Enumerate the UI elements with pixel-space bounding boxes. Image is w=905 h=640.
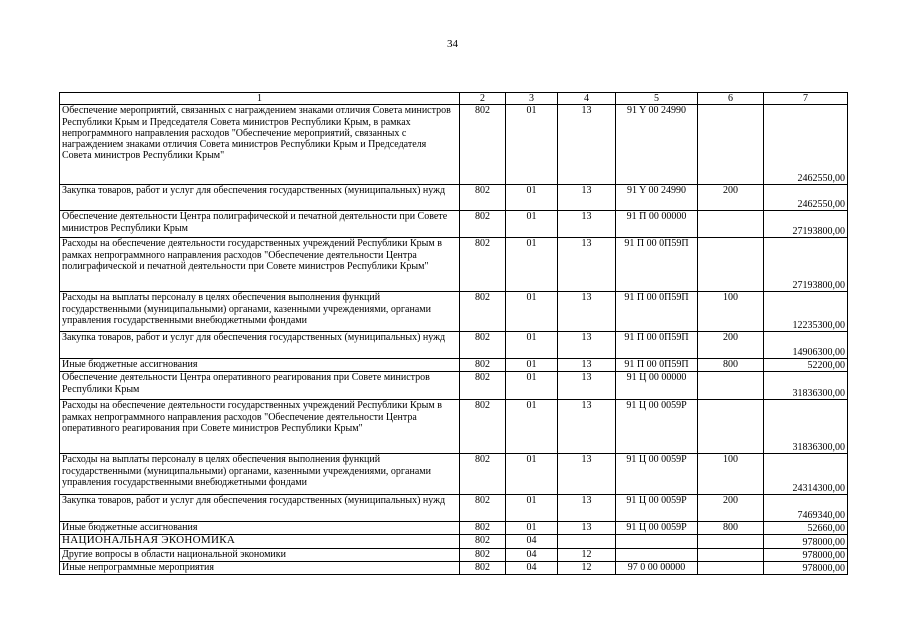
expense-type-cell: 100 xyxy=(698,454,764,495)
section-cell: 01 xyxy=(506,105,558,185)
admin-code-cell: 802 xyxy=(460,400,506,454)
expense-type-cell: 200 xyxy=(698,185,764,211)
admin-code-cell: 802 xyxy=(460,562,506,575)
row-description: Обеспечение деятельности Центра полиграфической и печатной деятельности при Совете министров Республики Крым xyxy=(60,211,460,238)
amount-cell: 52660,00 xyxy=(764,522,848,535)
table-row xyxy=(60,372,848,400)
admin-code-cell: 802 xyxy=(460,495,506,522)
expense-type-cell xyxy=(698,105,764,185)
admin-code-cell: 802 xyxy=(460,105,506,185)
row-description: Обеспечение мероприятий, связанных с награждением знаками отличия Совета министров Республики Крым и Председателя Совета министров Республики Крым, в рамках непрограммного направления расходов "Обеспечение мероприятий, связанных с награждением знаками отличия Совета министров Республики Крым и Председателя Совета министров Республики Крым" xyxy=(60,105,460,185)
admin-code-cell: 802 xyxy=(460,454,506,495)
expense-type-cell: 100 xyxy=(698,292,764,332)
section-cell: 01 xyxy=(506,454,558,495)
subsection-cell: 13 xyxy=(558,522,616,535)
amount-cell: 14906300,00 xyxy=(764,332,848,359)
subsection-cell: 12 xyxy=(558,562,616,575)
admin-code-cell: 802 xyxy=(460,522,506,535)
admin-code-cell: 802 xyxy=(460,372,506,400)
expense-type-cell xyxy=(698,400,764,454)
row-description: Обеспечение деятельности Центра оперативного реагирования при Совете министров Республики Крым xyxy=(60,372,460,400)
table-row xyxy=(60,332,848,359)
column-header: 7 xyxy=(764,93,848,105)
column-header: 6 xyxy=(698,93,764,105)
amount-cell: 27193800,00 xyxy=(764,238,848,292)
column-header: 4 xyxy=(558,93,616,105)
expense-type-cell: 200 xyxy=(698,495,764,522)
row-description: Иные непрограммные мероприятия xyxy=(60,562,460,575)
table-row xyxy=(60,238,848,292)
admin-code-cell: 802 xyxy=(460,292,506,332)
target-article-cell xyxy=(616,549,698,562)
amount-cell: 12235300,00 xyxy=(764,292,848,332)
amount-cell: 978000,00 xyxy=(764,562,848,575)
target-article-cell: 97 0 00 00000 xyxy=(616,562,698,575)
row-description: Расходы на обеспечение деятельности государственных учреждений Республики Крым в рамках непрограммного направления расходов "Обеспечение деятельности Центра оперативного реагирования при Совете министров Республики Крым" xyxy=(60,400,460,454)
admin-code-cell: 802 xyxy=(460,185,506,211)
row-description: Расходы на обеспечение деятельности государственных учреждений Республики Крым в рамках непрограммного направления расходов "Обеспечение деятельности Центра полиграфической и печатной деятельности при Совете министров Республики Крым" xyxy=(60,238,460,292)
target-article-cell: 91 П 00 0П59П xyxy=(616,359,698,372)
section-cell: 01 xyxy=(506,400,558,454)
subsection-cell: 13 xyxy=(558,400,616,454)
expense-type-cell xyxy=(698,535,764,549)
table-row xyxy=(60,454,848,495)
budget-table xyxy=(59,92,848,575)
row-description: Иные бюджетные ассигнования xyxy=(60,522,460,535)
expense-type-cell xyxy=(698,562,764,575)
section-cell: 01 xyxy=(506,359,558,372)
section-cell: 01 xyxy=(506,495,558,522)
section-cell: 01 xyxy=(506,238,558,292)
subsection-cell xyxy=(558,535,616,549)
target-article-cell: 91 Ц 00 0059Р xyxy=(616,495,698,522)
target-article-cell: 91 Ц 00 0059Р xyxy=(616,454,698,495)
target-article-cell: 91 П 00 0П59П xyxy=(616,238,698,292)
row-description: Иные бюджетные ассигнования xyxy=(60,359,460,372)
subsection-cell: 13 xyxy=(558,495,616,522)
target-article-cell: 91 Ц 00 0059Р xyxy=(616,400,698,454)
table-row xyxy=(60,535,848,549)
table-row xyxy=(60,292,848,332)
expense-type-cell: 800 xyxy=(698,522,764,535)
table-header-row xyxy=(60,93,848,105)
row-description: Другие вопросы в области национальной экономики xyxy=(60,549,460,562)
target-article-cell xyxy=(616,535,698,549)
page-number: 34 xyxy=(447,38,458,50)
amount-cell: 31836300,00 xyxy=(764,400,848,454)
section-cell: 01 xyxy=(506,292,558,332)
table-row xyxy=(60,549,848,562)
table-row xyxy=(60,211,848,238)
expense-type-cell: 800 xyxy=(698,359,764,372)
section-cell: 01 xyxy=(506,332,558,359)
subsection-cell: 13 xyxy=(558,332,616,359)
section-cell: 04 xyxy=(506,549,558,562)
subsection-cell: 13 xyxy=(558,105,616,185)
expense-type-cell xyxy=(698,238,764,292)
table-row xyxy=(60,522,848,535)
admin-code-cell: 802 xyxy=(460,535,506,549)
column-header: 3 xyxy=(506,93,558,105)
target-article-cell: 91 Y 00 24990 xyxy=(616,105,698,185)
subsection-cell: 13 xyxy=(558,238,616,292)
target-article-cell: 91 Ц 00 00000 xyxy=(616,372,698,400)
section-cell: 04 xyxy=(506,535,558,549)
amount-cell: 27193800,00 xyxy=(764,211,848,238)
table-row xyxy=(60,400,848,454)
column-header: 2 xyxy=(460,93,506,105)
amount-cell: 978000,00 xyxy=(764,535,848,549)
admin-code-cell: 802 xyxy=(460,332,506,359)
expense-type-cell xyxy=(698,372,764,400)
target-article-cell: 91 П 00 00000 xyxy=(616,211,698,238)
table-row xyxy=(60,562,848,575)
amount-cell: 978000,00 xyxy=(764,549,848,562)
amount-cell: 2462550,00 xyxy=(764,185,848,211)
admin-code-cell: 802 xyxy=(460,359,506,372)
admin-code-cell: 802 xyxy=(460,211,506,238)
amount-cell: 2462550,00 xyxy=(764,105,848,185)
row-description: Закупка товаров, работ и услуг для обеспечения государственных (муниципальных) нужд xyxy=(60,332,460,359)
expense-type-cell xyxy=(698,549,764,562)
column-header: 5 xyxy=(616,93,698,105)
subsection-cell: 13 xyxy=(558,292,616,332)
subsection-cell: 13 xyxy=(558,372,616,400)
section-cell: 01 xyxy=(506,372,558,400)
section-cell: 01 xyxy=(506,211,558,238)
amount-cell: 52200,00 xyxy=(764,359,848,372)
table-row xyxy=(60,495,848,522)
admin-code-cell: 802 xyxy=(460,549,506,562)
row-description: Расходы на выплаты персоналу в целях обеспечения выполнения функций государственными (муниципальными) органами, казенными учреждениями, органами управления государственными внебюджетными фондами xyxy=(60,454,460,495)
target-article-cell: 91 П 00 0П59П xyxy=(616,332,698,359)
subsection-cell: 13 xyxy=(558,454,616,495)
target-article-cell: 91 П 00 0П59П xyxy=(616,292,698,332)
table-row xyxy=(60,359,848,372)
section-cell: 01 xyxy=(506,522,558,535)
expense-type-cell xyxy=(698,211,764,238)
section-cell: 01 xyxy=(506,185,558,211)
table-row xyxy=(60,105,848,185)
amount-cell: 7469340,00 xyxy=(764,495,848,522)
column-header: 1 xyxy=(60,93,460,105)
target-article-cell: 91 Ц 00 0059Р xyxy=(616,522,698,535)
row-description: Закупка товаров, работ и услуг для обеспечения государственных (муниципальных) нужд xyxy=(60,495,460,522)
subsection-cell: 13 xyxy=(558,185,616,211)
amount-cell: 31836300,00 xyxy=(764,372,848,400)
amount-cell: 24314300,00 xyxy=(764,454,848,495)
expense-type-cell: 200 xyxy=(698,332,764,359)
target-article-cell: 91 Y 00 24990 xyxy=(616,185,698,211)
row-description: Расходы на выплаты персоналу в целях обеспечения выполнения функций государственными (муниципальными) органами, казенными учреждениями, органами управления государственными внебюджетными фондами xyxy=(60,292,460,332)
row-description: Закупка товаров, работ и услуг для обеспечения государственных (муниципальных) нужд xyxy=(60,185,460,211)
admin-code-cell: 802 xyxy=(460,238,506,292)
subsection-cell: 13 xyxy=(558,359,616,372)
table-row xyxy=(60,185,848,211)
subsection-cell: 13 xyxy=(558,211,616,238)
section-cell: 04 xyxy=(506,562,558,575)
row-description: НАЦИОНАЛЬНАЯ ЭКОНОМИКА xyxy=(60,535,460,549)
subsection-cell: 12 xyxy=(558,549,616,562)
